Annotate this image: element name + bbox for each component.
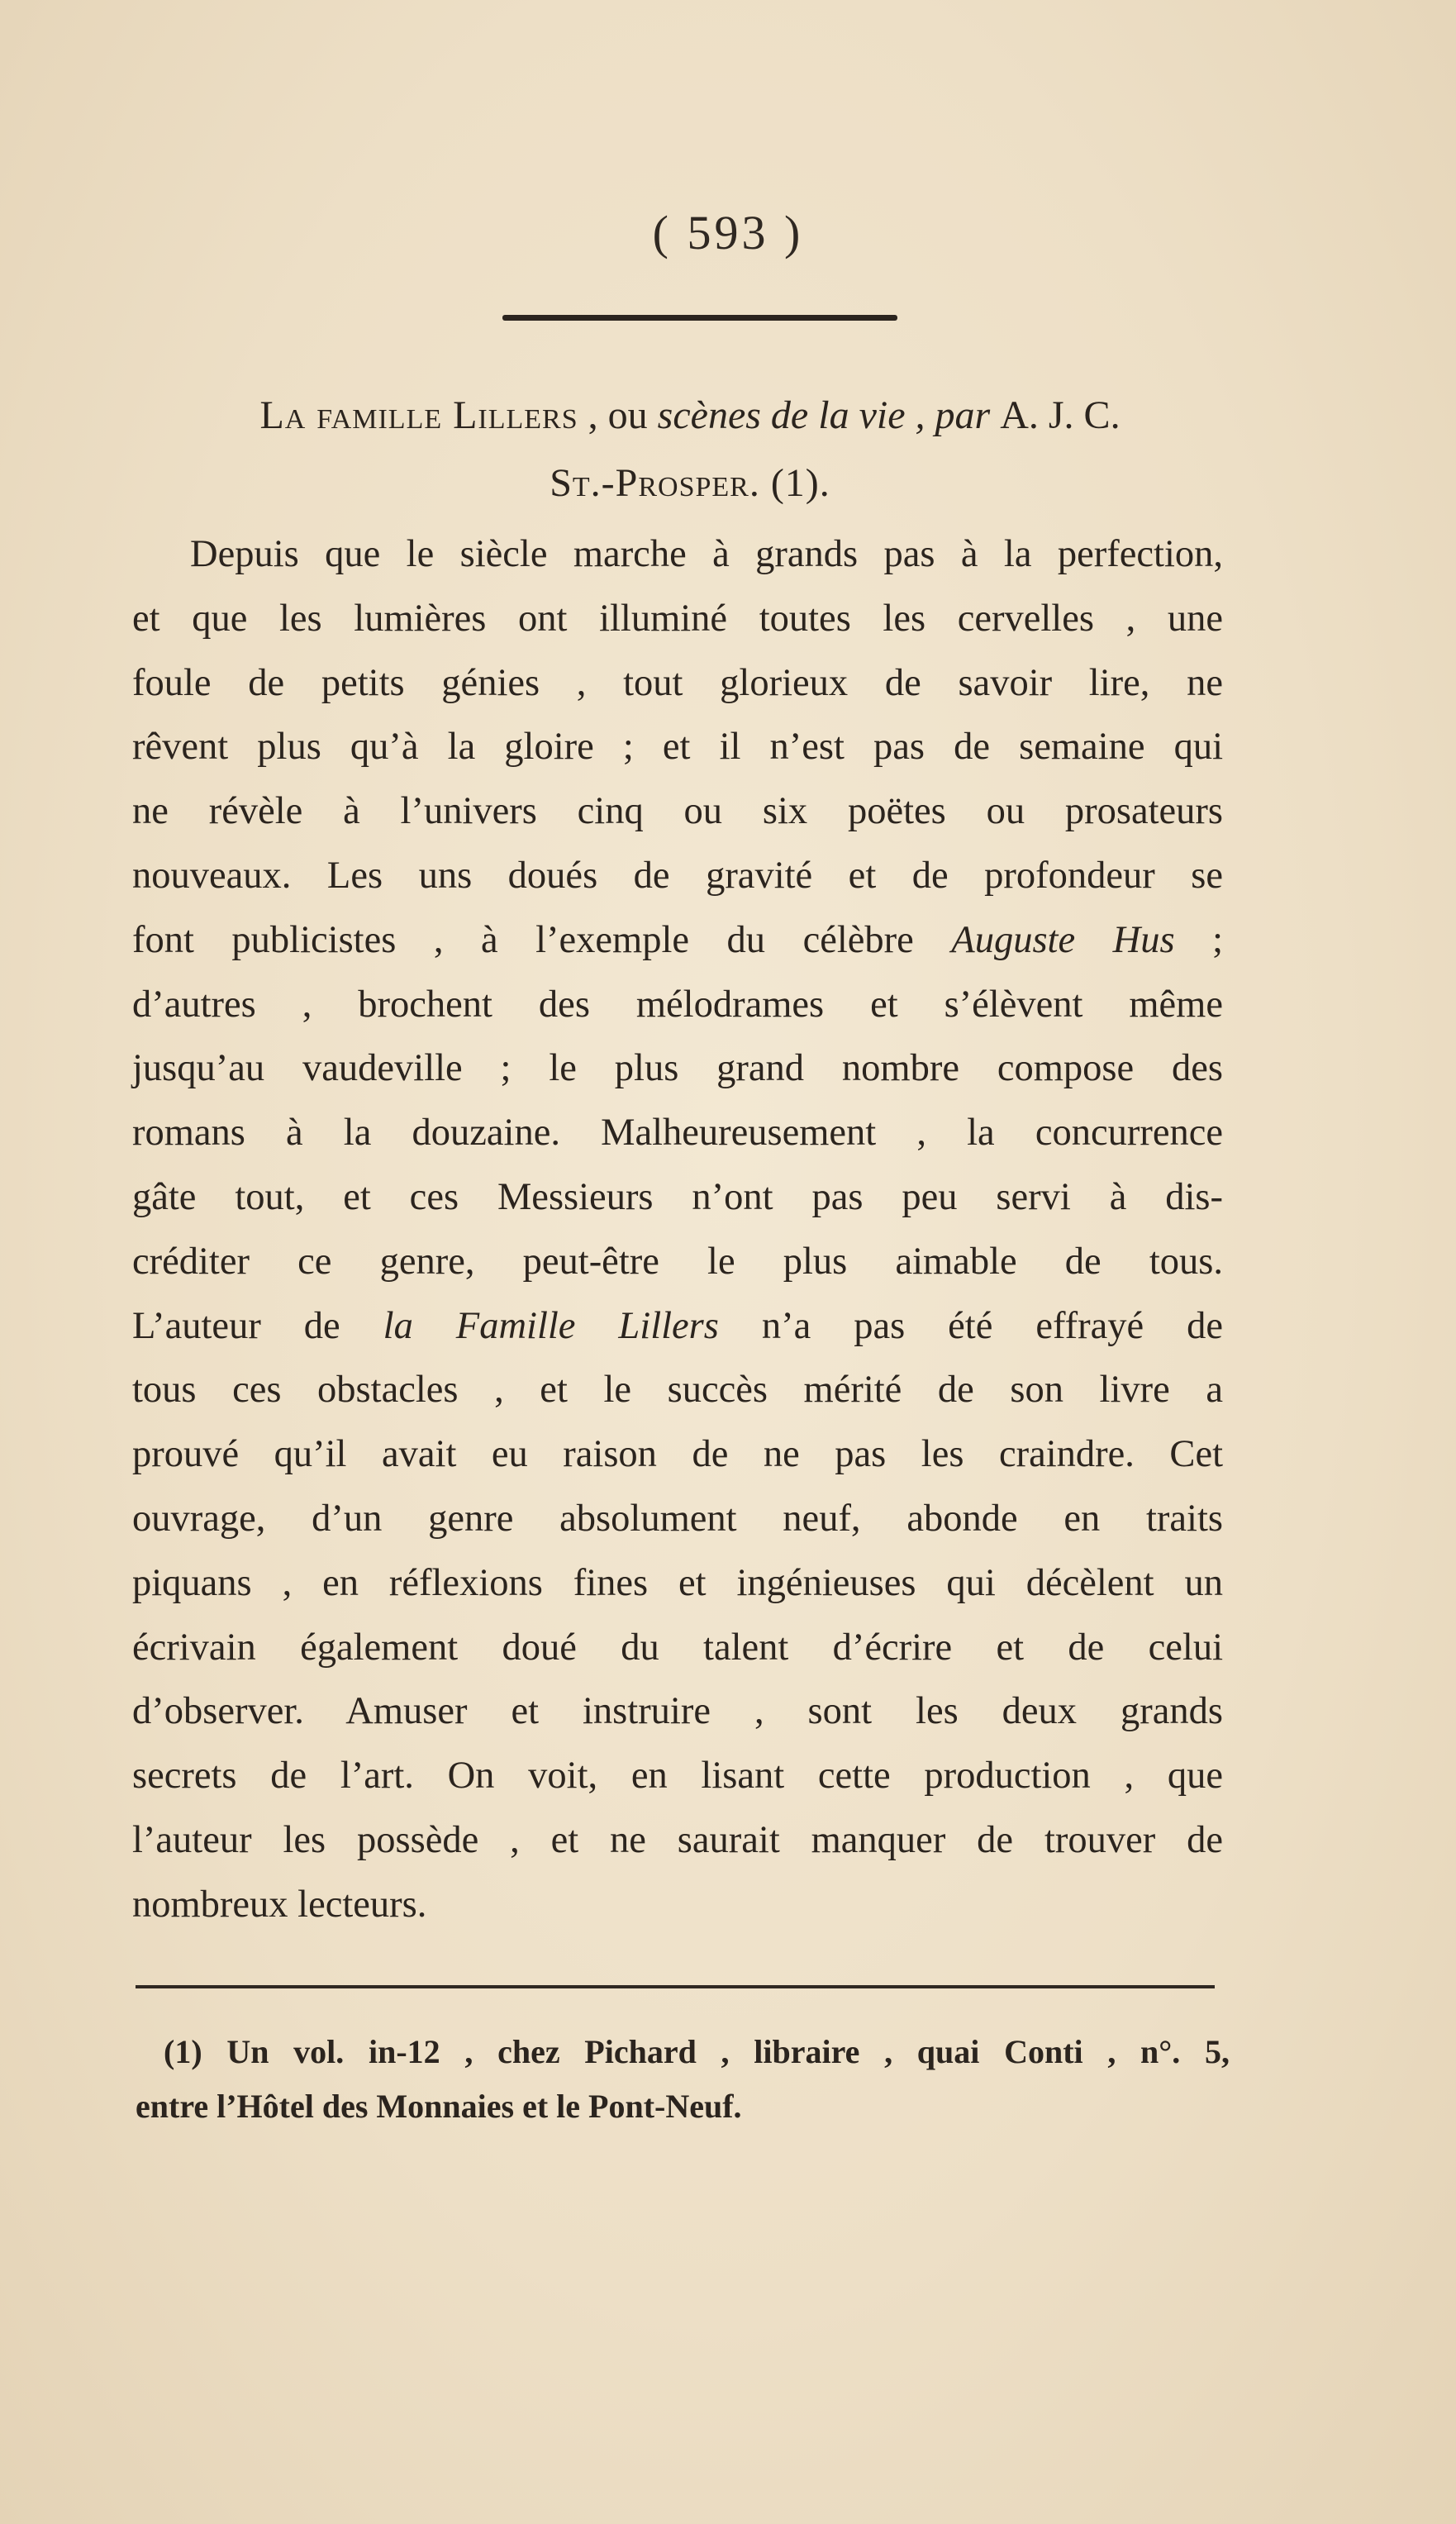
text-line: ouvrage, d’un genre absolument neuf, abonde en traits <box>132 1497 1223 1540</box>
heading-line-1 <box>140 382 1240 450</box>
text-fragment: L’auteur de <box>132 1304 383 1347</box>
text-line: prouvé qu’il avait eu raison de ne pas les craindre. Cet <box>132 1433 1223 1476</box>
author-name: St.-Prosper. (1). <box>550 461 830 505</box>
text-line: nouveaux. Les uns doués de gravité et de profondeur se <box>132 854 1223 897</box>
book-subtitle: scènes de la vie <box>657 393 906 437</box>
title-separator: , ou <box>578 393 658 437</box>
article-heading <box>140 382 1240 517</box>
text-line: d’autres , brochent des mélodrames et s’élèvent même <box>132 983 1223 1026</box>
footnote-line: (1) Un vol. in-12 , chez Pichard , libraire , quai Conti , n°. 5, <box>164 2033 1230 2070</box>
book-title: La famille Lillers <box>259 393 578 437</box>
text-fragment: n’a pas été effrayé de <box>718 1304 1223 1347</box>
footnote-line: entre l’Hôtel des Monnaies et le Pont-Neuf. <box>136 2088 742 2125</box>
text-line: romans à la douzaine. Malheureusement , la concurrence <box>132 1112 1223 1155</box>
text-line: gâte tout, et ces Messieurs n’ont pas peu servi à dis- <box>132 1175 1223 1218</box>
text-line: secrets de l’art. On voit, en lisant cette production , que <box>132 1755 1223 1798</box>
review-paragraph <box>132 522 1223 1937</box>
text-fragment: font publicistes , à l’exemple du célèbre <box>132 918 952 961</box>
text-line: jusqu’au vaudeville ; le plus grand nombre compose des <box>132 1047 1223 1090</box>
footnote <box>136 2025 1230 2134</box>
text-line: ne révèle à l’univers cinq ou six poëtes ou prosateurs <box>132 790 1223 833</box>
cited-author: Auguste Hus <box>951 918 1175 961</box>
text-line: écrivain également doué du talent d’écrire et de celui <box>132 1626 1223 1669</box>
text-line: rêvent plus qu’à la gloire ; et il n’est pas de semaine qui <box>132 726 1223 769</box>
text-line <box>132 1294 1223 1359</box>
footnote-rule <box>136 1985 1215 1988</box>
cited-book-title: la Famille Lillers <box>383 1304 719 1347</box>
text-line: Depuis que le siècle marche à grands pas à la perfection, <box>190 533 1223 575</box>
text-line: d’observer. Amuser et instruire , sont les deux grands <box>132 1690 1223 1733</box>
text-line: créditer ce genre, peut-être le plus aimable de tous. <box>132 1240 1223 1283</box>
author-initials: A. J. C. <box>1000 393 1121 437</box>
text-line: piquans , en réflexions fines et ingénieuses qui décèlent un <box>132 1561 1223 1604</box>
text-line: et que les lumières ont illuminé toutes les cervelles , une <box>132 597 1223 640</box>
par-word: , par <box>905 393 1001 437</box>
text-line: tous ces obstacles , et le succès mérité de son livre a <box>132 1369 1223 1412</box>
header-rule <box>502 315 897 321</box>
page-number: ( 593 ) <box>652 206 804 260</box>
text-line <box>132 908 1223 973</box>
text-fragment: ; <box>1174 918 1223 961</box>
text-line: nombreux lecteurs. <box>132 1883 427 1926</box>
text-line: foule de petits génies , tout glorieux de savoir lire, ne <box>132 661 1223 704</box>
text-line: l’auteur les possède , et ne saurait manquer de trouver de <box>132 1818 1223 1861</box>
